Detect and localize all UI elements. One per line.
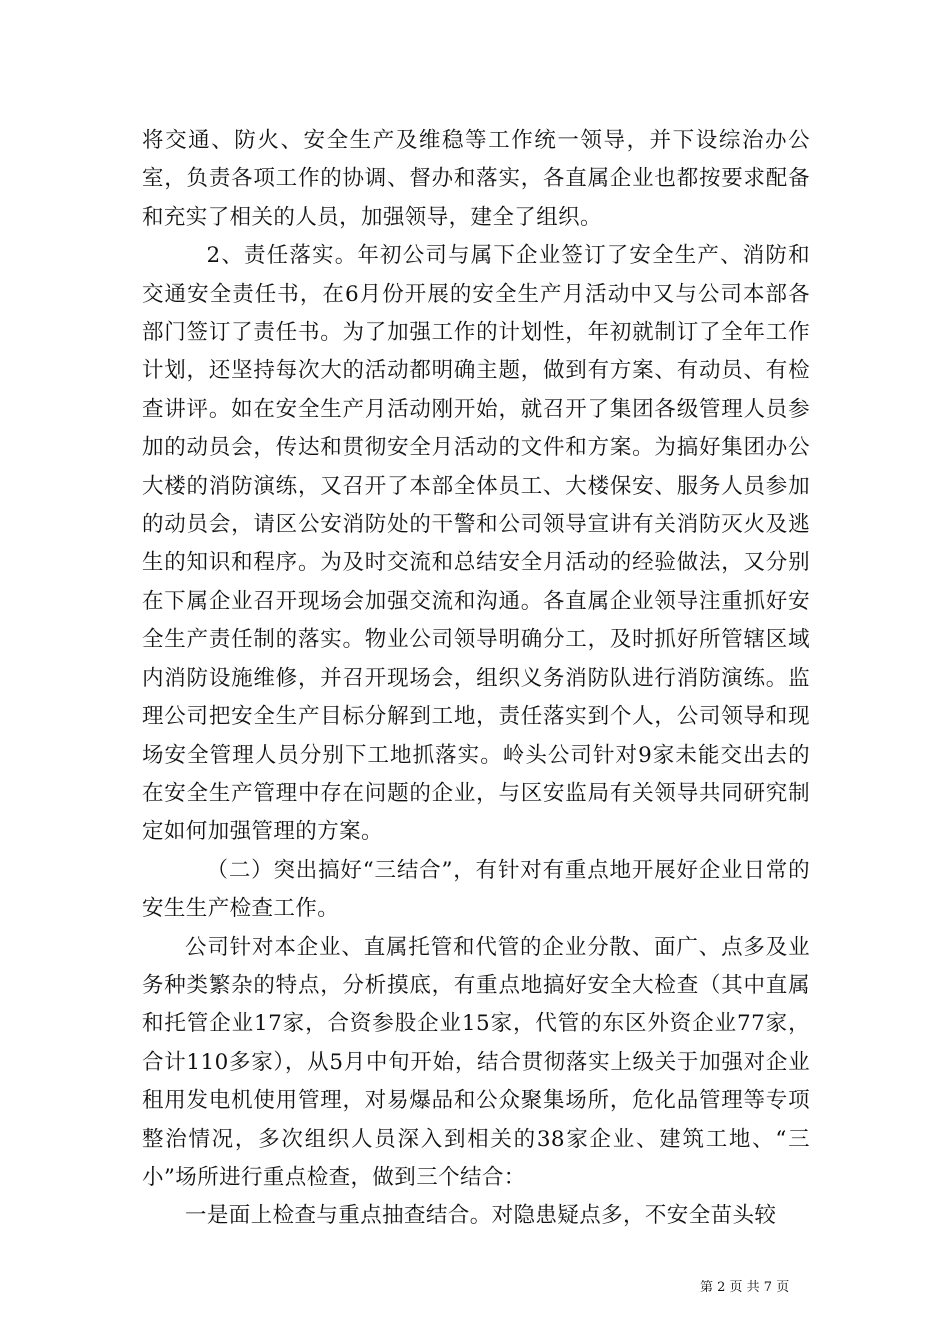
- paragraph-first-combination: 一是面上检查与重点抽查结合。对隐患疑点多，不安全苗头较: [185, 1203, 777, 1229]
- document-body: [142, 122, 810, 1236]
- paragraph-responsibility: 2、责任落实。年初公司与属下企业签订了安全生产、消防和交通安全责任书，在6月份开展的安全生产月活动中又与公司本部各部门签订了责任书。为了加强工作的计划性，年初就制订了全年工作计划，还坚持每次大的活动都明确主题，做到有方案、有动员、有检查讲评。如在安全生产月活动刚开始，就召开了集团各级管理人员参加的动员会，传达和贯彻安全月活动的文件和方案。为搞好集团办公大楼的消防演练，又召开了本部全体员工、大楼保安、服务人员参加的动员会，请区公安消防处的干警和公司领导宣讲有关消防灭火及逃生的知识和程序。为及时交流和总结安全月活动的经验做法，又分别在下属企业召开现场会加强交流和沟通。各直属企业领导注重抓好安全生产责任制的落实。物业公司领导明确分工，及时抓好所管辖区域内消防设施维修，并召开现场会，组织义务消防队进行消防演练。监理公司把安全生产目标分解到工地，责任落实到个人，公司领导和现场安全管理人员分别下工地抓落实。岭头公司针对9家未能交出去的在安全生产管理中存在问题的企业，与区安监局有关领导共同研究制定如何加强管理的方案。: [142, 243, 810, 845]
- paragraph-organization-continued: 将交通、防火、安全生产及维稳等工作统一领导，并下设综治办公室，负责各项工作的协调、督办和落实，各直属企业也都按要求配备和充实了相关的人员，加强领导，建全了组织。: [142, 128, 810, 230]
- paragraph-section-heading-two: （二）突出搞好“三结合”，有针对有重点地开展好企业日常的安生生产检查工作。: [142, 857, 810, 922]
- page-number-footer: 第 2 页 共 7 页: [700, 1280, 790, 1295]
- paragraph-inspection-overview: 公司针对本企业、直属托管和代管的企业分散、面广、点多及业务种类繁杂的特点，分析摸底，有重点地搞好安全大检查（其中直属和托管企业17家，合资参股企业15家，代管的东区外资企业77家，合计110多家），从5月中旬开始，结合贯彻落实上级关于加强对企业租用发电机使用管理，对易爆品和公众聚集场所，危化品管理等专项整治情况，多次组织人员深入到相关的38家企业、建筑工地、“三小”场所进行重点检查，做到三个结合：: [142, 934, 810, 1190]
